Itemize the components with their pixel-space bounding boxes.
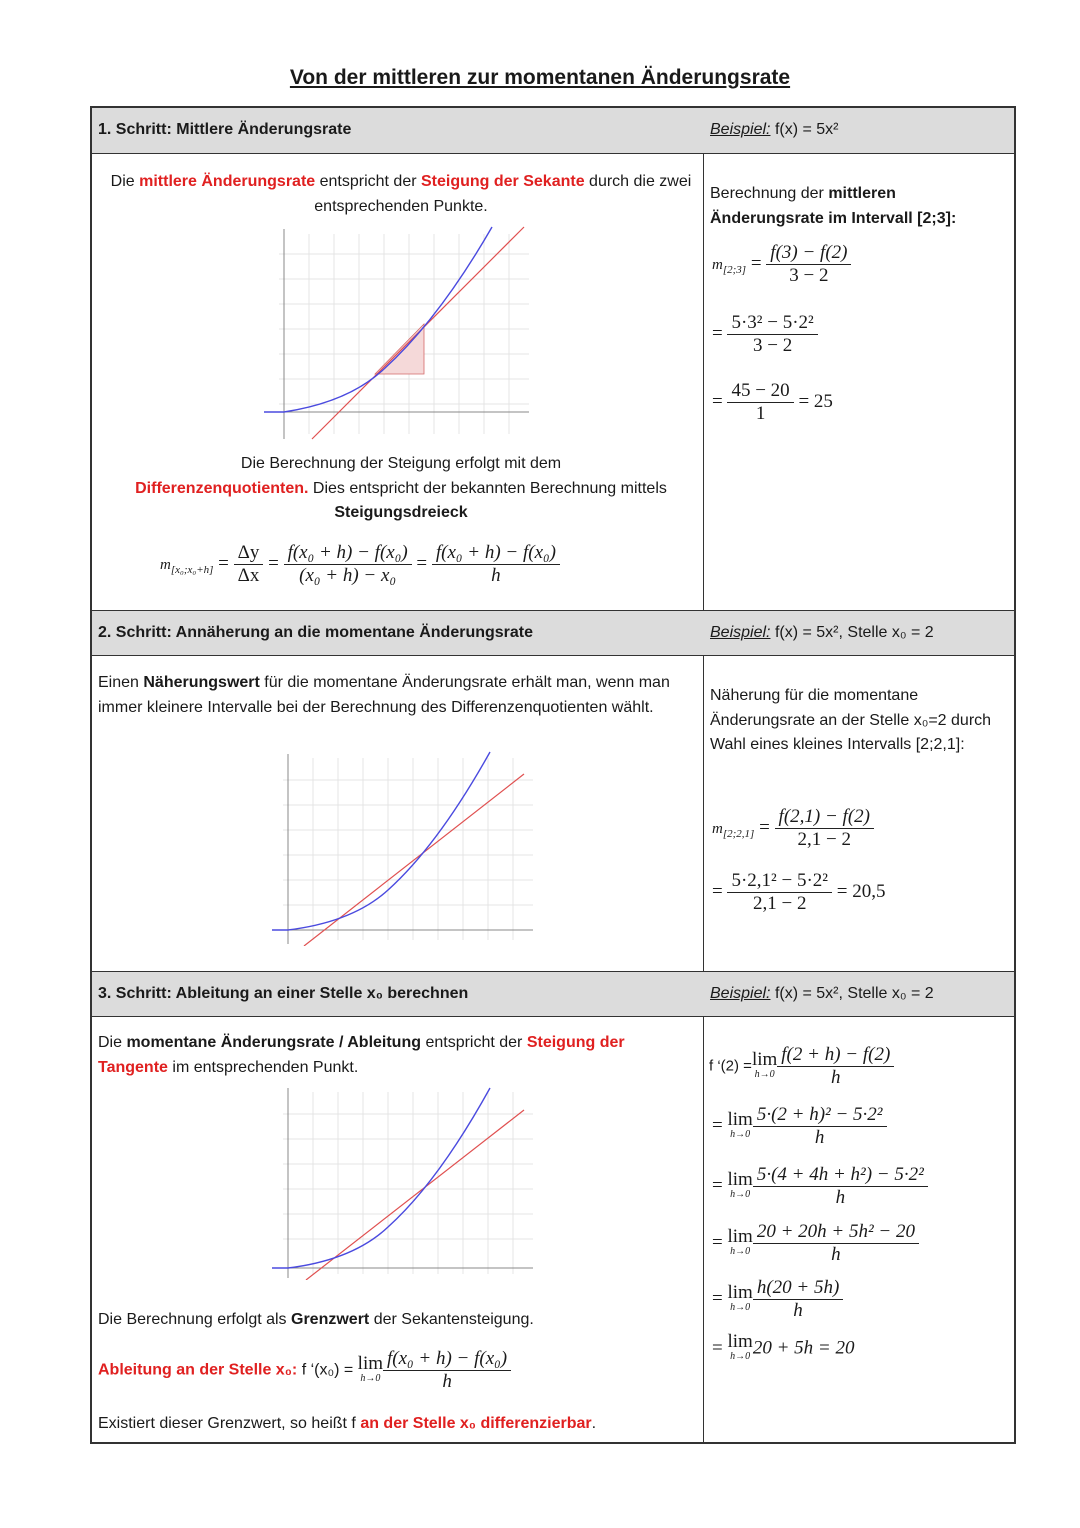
section3-example: Beispiel: f(x) = 5x², Stelle x₀ = 2 [710, 985, 934, 1002]
section3-title: 3. Schritt: Ableitung an einer Stelle x₀ berechnen [98, 985, 469, 1002]
derivation-step-3: = lim h→0 $\frac{\text{5·(4 + 4h + h²) − 5·2²}}{h}$ [712, 1164, 928, 1209]
section1-title: 1. Schritt: Mittlere Änderungsrate [98, 121, 352, 138]
column-divider [703, 108, 704, 1442]
derivation-step-6: = lim h→0 20 + 5h = 20 [712, 1331, 855, 1362]
section3-header [92, 971, 1014, 1017]
secant-graph [264, 224, 534, 444]
section2-eq2: = $\frac{\text{5·2,1² − 5·2²}}{2,1 - 2}$ = 20,5 [712, 870, 886, 914]
derivation-step-4: = lim h→0 $\frac{\text{20 + 20h + 5h² − 20}}{h}$ [712, 1221, 919, 1266]
section1-eq1: $m_{[2;3]}$ = $\frac{f(3) - f(2)}{3 - 2}$ [712, 242, 851, 287]
derivation-step-5: = lim h→0 $\frac{h(20 + 5h)}{h}$ [712, 1277, 843, 1322]
derivation-step-2: = lim h→0 $\frac{\text{5·(2 + h)² − 5·2²}}{h}$ [712, 1104, 887, 1149]
approximation-graph [268, 750, 538, 946]
section3-limit-text: Die Berechnung erfolgt als Grenzwert der Sekantensteigung. [98, 1311, 534, 1328]
example-label: Beispiel: [710, 121, 771, 138]
section1-header [92, 108, 1014, 154]
section1-eq3: = $\frac{45 - 20}{1}$ = 25 [712, 380, 833, 424]
section3-final-text: Existiert dieser Grenzwert, so heißt f an der Stelle x₀ differenzierbar. [98, 1415, 597, 1432]
section2-eq1: $m_{[2;2,1]}$ = $\frac{f(2,1) - f(2)}{2,1 - 2}$ [712, 806, 874, 851]
section2-right-text: Näherung für die momentane Änderungsrate an der Stelle x₀=2 durch Wahl eines kleines Intervalls [2;2,1]: [710, 687, 992, 753]
section1-example [710, 121, 839, 139]
section1-right-intro: Berechnung der mittleren Änderungsrate im Intervall [2;3]: [710, 185, 957, 227]
section1-intro: Die mittlere Änderungsrate entspricht der Steigung der Sekante durch die zwei entsprechenden Punkte. [110, 173, 692, 215]
section2-example: Beispiel: f(x) = 5x², Stelle x₀ = 2 [710, 624, 934, 641]
example-function: f(x) = 5x² [774, 121, 839, 138]
worksheet-table [90, 106, 1016, 1444]
section3-intro: Die momentane Änderungsrate / Ableitung entspricht der Steigung der Tangente im entsprechenden Punkt. [98, 1034, 625, 1076]
section1-calculation-text: Die Berechnung der Steigung erfolgt mit dem Differenzenquotienten. Dies entspricht der bekannten Berechnung mittels Steigungsdreieck [135, 455, 667, 521]
section2-left-text: Einen Näherungswert für die momentane Änderungsrate erhält man, wenn man immer kleinere Intervalle bei der Berechnung des Differenzenquotienten wählt. [98, 674, 670, 716]
section2-header [92, 610, 1014, 656]
difference-quotient-formula: $m_{[x_0;x_0+h]}$ = $\frac{\Delta y}{\Delta x}$ = $\frac{\text{f(x₀ + h) − f(x₀)}}{\text{(x₀ + h) − x₀}}$ = $\frac{\text{f(x₀ + h) − f(x₀)}}{h}$ [160, 542, 560, 587]
section2-title: 2. Schritt: Annäherung an die momentane Änderungsrate [98, 624, 534, 641]
page-title: Von der mittleren zur momentanen Änderungsrate [289, 66, 791, 89]
tangent-graph [268, 1084, 538, 1280]
section1-eq2: = $\frac{\text{5·3² − 5·2²}}{3 - 2}$ [712, 312, 818, 357]
derivative-definition: Ableitung an der Stelle x₀: f ‘(x₀) = lim h→0 $\frac{\text{f(x₀ + h) − f(x₀)}}{h}$ [98, 1348, 511, 1393]
derivation-step-1: f ‘(2) =lim h→0 $\frac{f(2 + h) - f(2)}{h}$ [709, 1044, 894, 1089]
